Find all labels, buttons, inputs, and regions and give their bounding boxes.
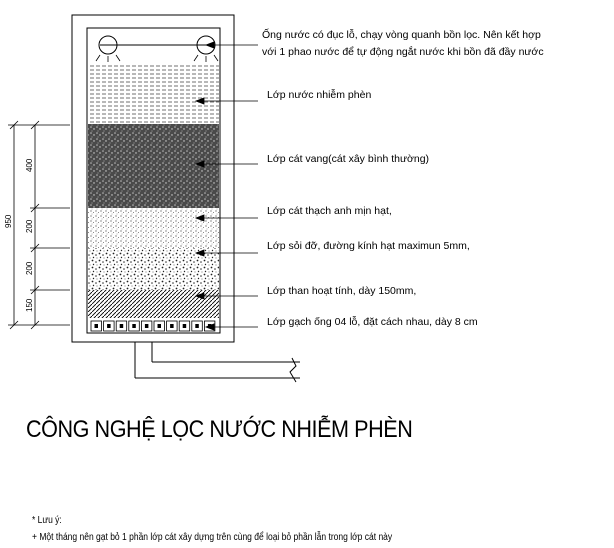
brick-hole — [120, 324, 124, 328]
label-alum-water: Lớp nước nhiễm phèn — [267, 89, 372, 101]
dim-200-b: 200 — [25, 261, 34, 275]
brick-hole — [132, 324, 136, 328]
brick-hole — [95, 324, 99, 328]
brick-hole — [107, 324, 111, 328]
label-brick: Lớp gạch ống 04 lỗ, đặt cách nhau, dày 8 cm — [267, 316, 478, 328]
label-gravel: Lớp sỏi đỡ, đường kính hạt maximun 5mm, — [267, 240, 470, 252]
note-heading: * Lưu ý: — [32, 515, 62, 526]
label-quartz-sand: Lớp cát thạch anh mịn hạt, — [267, 205, 392, 217]
layer-alum-water — [88, 64, 219, 124]
brick-hole — [195, 324, 199, 328]
dim-total: 950 — [4, 214, 13, 228]
label-carbon: Lớp than hoạt tính, dày 150mm, — [267, 285, 417, 297]
brick-hole — [170, 324, 174, 328]
note-line-1: + Một tháng nên gạt bỏ 1 phần lớp cát xây dựng trên cùng để loại bỏ phần lẫn trong lớp cát này — [32, 532, 393, 543]
dim-150: 150 — [25, 298, 34, 312]
label-pipe-line1: Ống nước có đục lỗ, chạy vòng quanh bồn lọc. Nên kết hợp — [262, 29, 541, 41]
layer-yellow-sand — [88, 124, 219, 208]
layer-quartz-sand — [88, 208, 219, 248]
dim-400: 400 — [25, 158, 34, 172]
diagram-title: CÔNG NGHỆ LỌC NƯỚC NHIỄM PHÈN — [26, 416, 413, 443]
outlet-pipe — [135, 342, 300, 382]
perforated-pipe — [96, 36, 218, 62]
layer-brick — [91, 321, 215, 331]
dim-200-a: 200 — [25, 219, 34, 233]
layer-activated-carbon — [88, 290, 219, 318]
dimension-lines — [8, 121, 70, 329]
label-yellow-sand: Lớp cát vang(cát xây bình thường) — [267, 153, 430, 165]
label-pipe-line2: với 1 phao nước để tự động ngắt nước khi bồn đã đầy nước — [262, 46, 544, 58]
brick-hole — [183, 324, 187, 328]
brick-hole — [158, 324, 162, 328]
brick-hole — [145, 324, 149, 328]
